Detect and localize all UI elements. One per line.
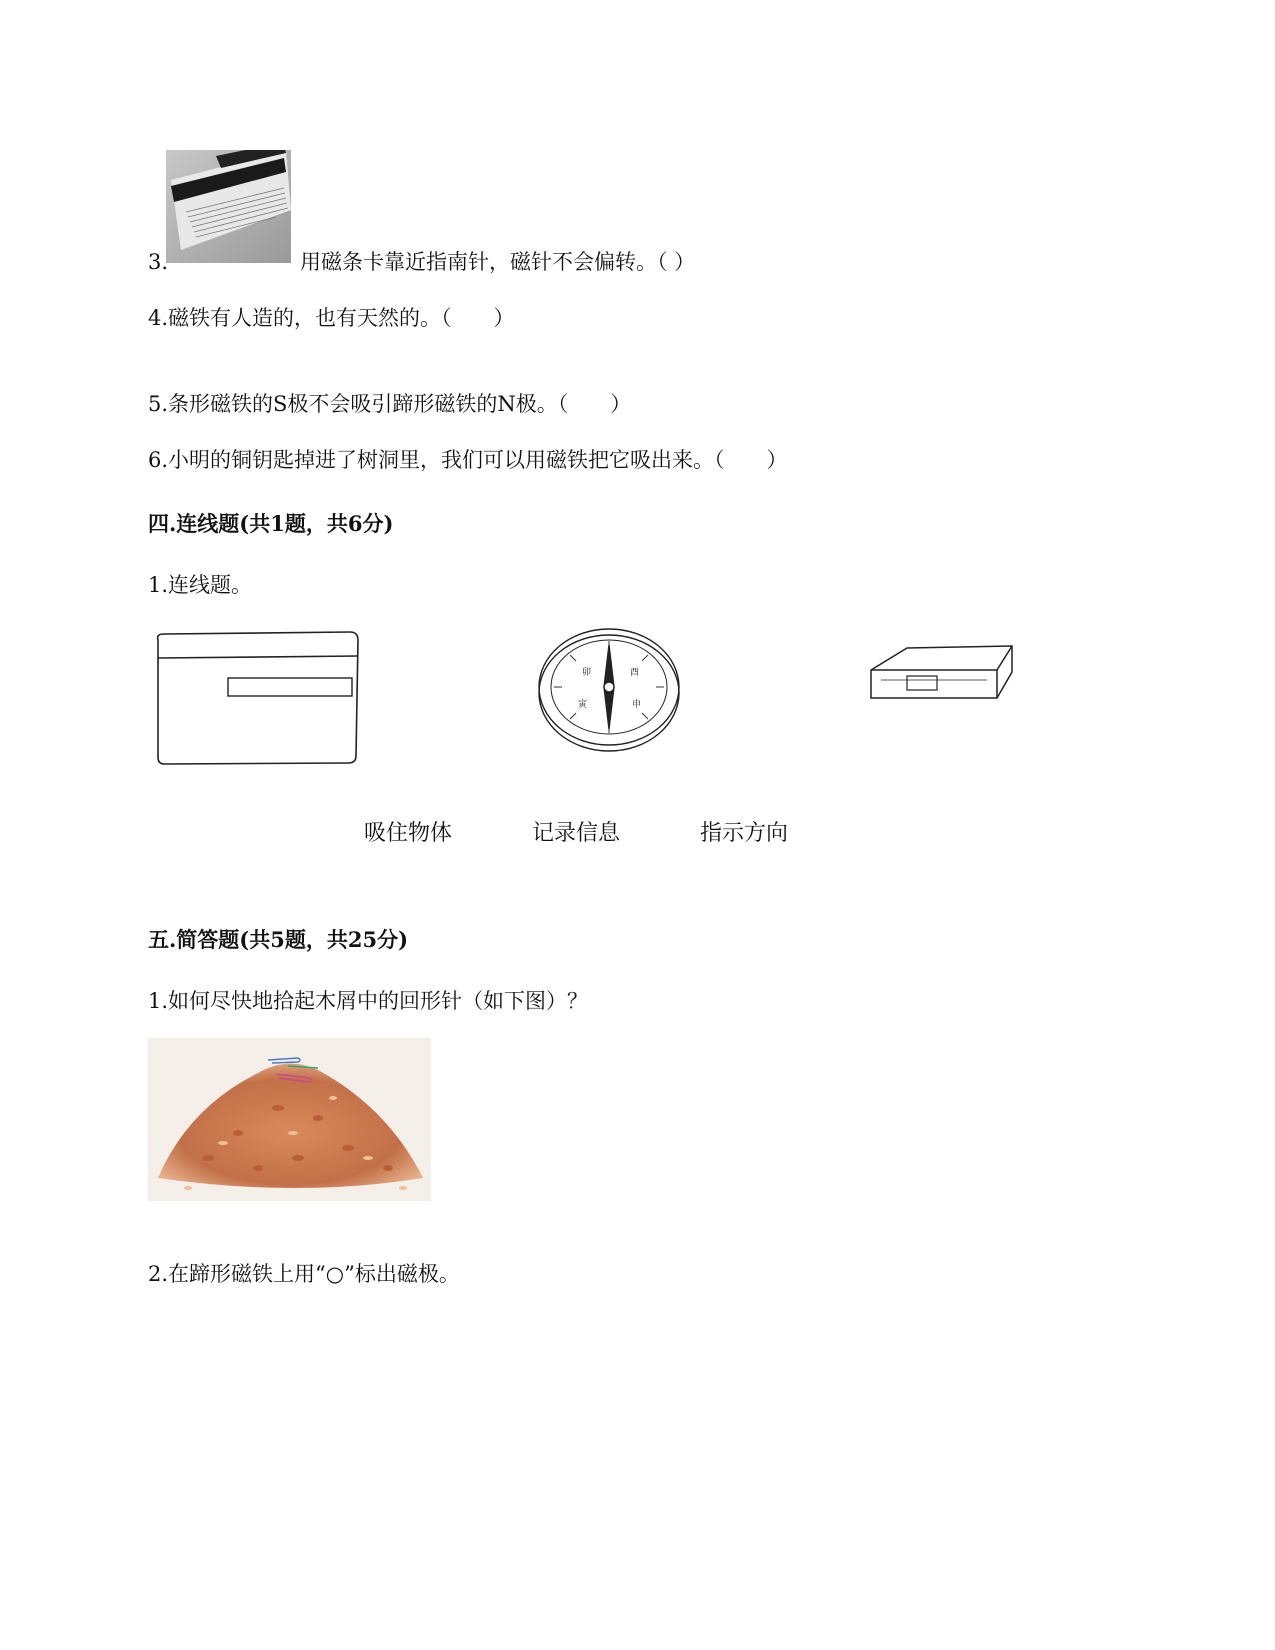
question-6: 6.小明的铜钥匙掉进了树洞里，我们可以用磁铁把它吸出来。（ ）: [148, 448, 788, 472]
compass-drawing: [534, 627, 684, 757]
match-label-3: 指示方向: [700, 821, 789, 846]
section-5-question-1: 1.如何尽快地拾起木屑中的回形针（如下图）？: [148, 989, 589, 1013]
match-label-1: 吸住物体: [364, 821, 453, 846]
magnetic-stripe-card-photo: [166, 150, 291, 263]
magnetic-card-drawing: [150, 630, 365, 767]
question-5: 5.条形磁铁的S极不会吸引蹄形磁铁的N极。（ ）: [148, 392, 632, 416]
svg-text:酉: 酉: [630, 668, 640, 678]
svg-text:申: 申: [632, 700, 642, 710]
wood-shavings-photo: [148, 1038, 431, 1201]
match-label-2: 记录信息: [532, 821, 621, 846]
pencil-box-drawing: [867, 640, 1032, 705]
question-3-text: 用磁条卡靠近指南针，磁针不会偏转。（ ）: [300, 250, 696, 274]
section-4-question-1: 1.连线题。: [148, 573, 253, 597]
svg-text:寅: 寅: [578, 700, 588, 710]
svg-text:卯: 卯: [582, 668, 592, 678]
question-4: 4.磁铁有人造的，也有天然的。（ ）: [148, 306, 515, 330]
question-3: [148, 252, 168, 273]
question-3-number: 3.: [148, 250, 169, 274]
section-5-question-2: 2.在蹄形磁铁上用“○”标出磁极。: [148, 1262, 460, 1286]
section-5-heading: 五.简答题(共5题，共25分): [148, 927, 409, 952]
section-4-heading: 四.连线题(共1题，共6分): [148, 511, 394, 536]
